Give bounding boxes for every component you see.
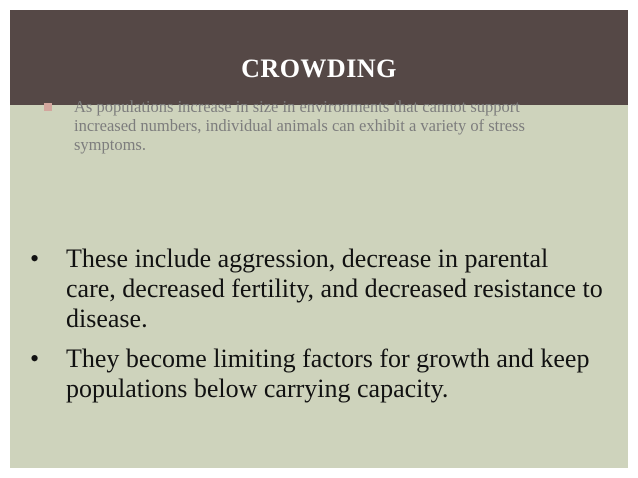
square-bullet-icon [44, 103, 52, 111]
intro-bullet [44, 97, 564, 154]
intro-bullet-text: As populations increase in size in environments that cannot support increased numbers, individual animals can exhibit a variety of stress symptoms. [74, 97, 525, 154]
slide-title: CROWDING [241, 54, 397, 83]
main-bullet-item [24, 344, 604, 404]
round-bullet-icon: • [30, 344, 40, 373]
main-bullet-text: They become limiting factors for growth and keep populations below carrying capacity. [66, 344, 590, 403]
title-bar [10, 10, 628, 105]
main-bullet-item [24, 244, 604, 334]
main-bullet-text: These include aggression, decrease in parental care, decreased fertility, and decreased resistance to disease. [66, 244, 603, 333]
main-bullet-list [24, 244, 604, 414]
round-bullet-icon: • [30, 244, 40, 273]
